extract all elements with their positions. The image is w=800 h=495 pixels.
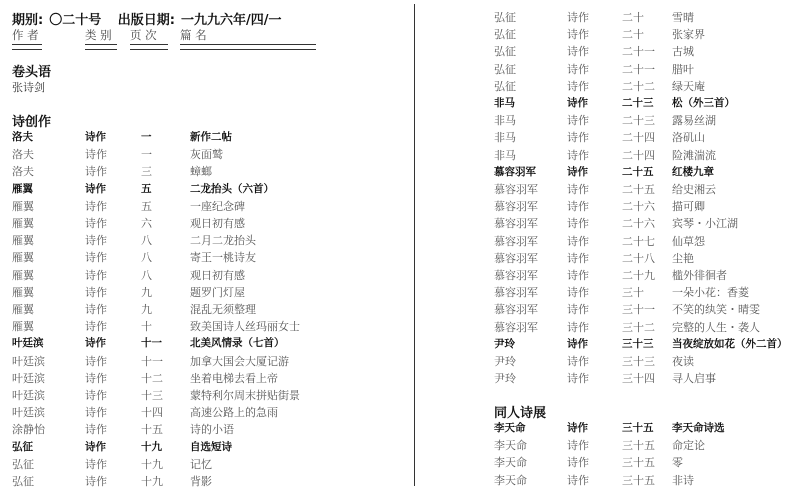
entry-category: 诗作: [567, 131, 589, 145]
entry-category: 诗作: [567, 45, 589, 59]
section-title-shichuangzuo: 诗创作: [12, 115, 52, 130]
entry-title: 灰面鹫: [190, 148, 223, 162]
entry-author: 叶廷滨: [12, 354, 45, 368]
entry-category: 诗作: [567, 183, 589, 196]
entry-title: 露易丝湖: [672, 114, 716, 128]
entry-page: 二十三: [622, 114, 655, 128]
entry-category: 诗作: [567, 269, 589, 282]
entry-title: 自选短诗: [190, 440, 232, 453]
entry-title: 非诗: [672, 473, 694, 487]
entry-page: 一: [141, 148, 152, 162]
entry-page: 三十五: [622, 422, 654, 434]
entry-title: 北美风情录（七首）: [190, 337, 285, 350]
entry-title: 仙草怨: [672, 234, 705, 248]
entry-author: 雁翼: [12, 217, 34, 230]
entry-author: 慕容羽军: [494, 183, 538, 196]
entry-page: 三十二: [622, 320, 655, 334]
entry-title: 混乱无须整理: [190, 303, 256, 316]
entry-title: 宾琴・小江湖: [672, 217, 738, 231]
entry-category: 诗作: [567, 372, 589, 386]
section-title-tongren: 同人诗展: [494, 406, 547, 421]
entry-page: 三十三: [622, 337, 654, 350]
entry-author: 尹玲: [494, 372, 516, 386]
entry-title: 险滩湍流: [672, 148, 716, 162]
entry-category: 诗作: [85, 440, 106, 453]
entry-category: 诗作: [567, 217, 589, 231]
entry-category: 诗作: [85, 268, 107, 282]
entry-title: 新作二帖: [190, 131, 232, 143]
entry-author: 尹玲: [494, 355, 516, 368]
entry-title: 尘艳: [672, 251, 694, 265]
entry-category: 诗作: [85, 165, 107, 179]
entry-category: 诗作: [567, 422, 588, 434]
entry-page: 三十五: [622, 439, 655, 453]
entry-title: 红楼九章: [672, 165, 714, 178]
entry-page: 八: [141, 268, 152, 282]
entry-author: 慕容羽军: [494, 269, 538, 282]
entry-page: 二十四: [622, 131, 655, 145]
entry-title: 命定论: [672, 439, 705, 453]
entry-category: 诗作: [567, 286, 589, 300]
entry-title: 蒙特利尔周末拼贴街景: [190, 389, 300, 402]
entry-title: 李天命诗选: [672, 422, 725, 434]
entry-author: 弘征: [494, 28, 516, 42]
entry-category: 诗作: [85, 182, 106, 195]
entry-category: 诗作: [85, 423, 107, 437]
entry-page: 二十: [622, 28, 644, 42]
entry-title: 腊叶: [672, 62, 694, 76]
entry-page: 十九: [141, 440, 162, 453]
entry-author: 叶廷滨: [12, 371, 45, 385]
entry-title: 诗的小语: [190, 423, 234, 437]
entry-page: 三十五: [622, 456, 655, 470]
entry-title: 槛外徘徊者: [672, 269, 727, 282]
entry-title: 描可卿: [672, 200, 705, 214]
entry-category: 诗作: [567, 97, 588, 109]
entry-author: 李天命: [494, 473, 527, 487]
entry-page: 三: [141, 165, 152, 179]
entry-author: 慕容羽军: [494, 251, 538, 265]
entry-author: 李天命: [494, 422, 526, 434]
entry-author: 慕容羽军: [494, 200, 538, 214]
issue-label: 期别:: [12, 13, 44, 28]
entry-author: 慕容羽军: [494, 217, 538, 231]
entry-page: 十四: [141, 406, 163, 420]
entry-author: 叶廷滨: [12, 406, 45, 420]
entry-title: 完整的人生・袭人: [672, 320, 760, 334]
entry-category: 诗作: [85, 131, 106, 143]
entry-author: 慕容羽军: [494, 320, 538, 334]
date-value: 一九九六年/四/一: [180, 13, 282, 28]
entry-title: 绿天庵: [672, 79, 705, 93]
entry-author: 慕容羽军: [494, 234, 538, 248]
entry-author: 慕容羽军: [494, 165, 536, 178]
entry-page: 一: [141, 131, 152, 143]
entry-title: 加拿大国会大厦记游: [190, 354, 289, 368]
entry-page: 八: [141, 234, 152, 248]
entry-category: 诗作: [85, 217, 107, 230]
entry-author: 雁翼: [12, 234, 34, 248]
entry-category: 诗作: [567, 320, 589, 334]
entry-page: 二十三: [622, 97, 654, 109]
entry-category: 诗作: [85, 320, 107, 334]
entry-author: 雁翼: [12, 251, 34, 265]
entry-category: 诗作: [85, 457, 107, 471]
entry-page: 二十一: [622, 62, 655, 76]
entry-category: 诗作: [567, 28, 589, 42]
entry-title: 零: [672, 456, 683, 470]
col-category-head: 类 别: [85, 28, 112, 42]
entry-title: 一朵小花：香菱: [672, 286, 749, 300]
entry-author: 非马: [494, 97, 515, 109]
entry-author: 慕容羽军: [494, 286, 538, 300]
column-divider: [414, 4, 415, 486]
entry-page: 二十六: [622, 200, 655, 214]
entry-category: 诗作: [567, 251, 589, 265]
entry-author: 洛夫: [12, 165, 34, 179]
entry-category: 诗作: [567, 439, 589, 453]
entry-category: 诗作: [567, 148, 589, 162]
entry-author: 叶廷滨: [12, 337, 44, 350]
entry-title: 不笑的纨笑・晴雯: [672, 303, 760, 317]
header-rule: [12, 44, 42, 50]
entry-category: 诗作: [85, 303, 107, 316]
entry-page: 三十四: [622, 372, 655, 386]
issue-line: [12, 9, 287, 28]
entry-page: 二十五: [622, 165, 654, 178]
entry-author: 弘征: [12, 440, 33, 453]
entry-title: 雪晴: [672, 11, 694, 24]
entry-page: 十二: [141, 371, 163, 385]
entry-category: 诗作: [85, 389, 107, 402]
entry-page: 三十三: [622, 355, 655, 368]
entry-category: 诗作: [85, 354, 107, 368]
entry-category: 诗作: [85, 285, 107, 299]
entry-title: 寄王一桃诗友: [190, 251, 256, 265]
entry-title: 夜读: [672, 355, 694, 368]
entry-category: 诗作: [85, 475, 107, 488]
entry-page: 十九: [141, 475, 163, 488]
entry-author: 弘征: [494, 62, 516, 76]
entry-author: 李天命: [494, 439, 527, 453]
entry-title: 寻人启事: [672, 372, 716, 386]
entry-category: 诗作: [567, 79, 589, 93]
entry-category: 诗作: [567, 473, 589, 487]
entry-category: 诗作: [567, 11, 589, 24]
entry-author: 尹玲: [494, 337, 515, 350]
entry-page: 五: [141, 199, 152, 213]
issue-value: 〇二十号: [49, 13, 102, 28]
entry-title: 当夜绽放如花（外二首）: [672, 337, 788, 350]
section-title-juantou: 卷头语: [12, 65, 52, 80]
entry-category: 诗作: [85, 251, 107, 265]
entry-title: 蟑螂: [190, 165, 212, 179]
entry-page: 二十二: [622, 79, 655, 93]
entry-author: 弘征: [12, 457, 34, 471]
entry-page: 三十: [622, 286, 644, 300]
date-label: 出版日期:: [117, 13, 175, 28]
entry-title: 题罗门灯屋: [190, 285, 245, 299]
header-rule: [85, 44, 117, 50]
entry-title: 张家界: [672, 28, 705, 42]
entry-author: 洛夫: [12, 148, 34, 162]
entry-category: 诗作: [567, 62, 589, 76]
entry-category: 诗作: [567, 200, 589, 214]
entry-author: 雁翼: [12, 182, 33, 195]
entry-page: 三十五: [622, 473, 655, 487]
entry-category: 诗作: [567, 114, 589, 128]
col-page-head: 页 次: [130, 28, 157, 42]
entry-author: 非马: [494, 148, 516, 162]
entry-title: 坐着电梯去看上帝: [190, 371, 278, 385]
entry-page: 九: [141, 285, 152, 299]
entry-author: 叶廷滨: [12, 389, 45, 402]
header-rule: [180, 44, 316, 50]
entry-title: 观日初有感: [190, 217, 245, 230]
entry-title: 致美国诗人丝玛丽女士: [190, 320, 300, 334]
entry-page: 二十七: [622, 234, 655, 248]
entry-category: 诗作: [567, 456, 589, 470]
entry-title: 洛矶山: [672, 131, 705, 145]
entry-title: 观日初有感: [190, 268, 245, 282]
entry-page: 三十一: [622, 303, 655, 317]
entry-category: 诗作: [567, 165, 588, 178]
entry-page: 二十八: [622, 251, 655, 265]
entry-author: 雁翼: [12, 303, 34, 316]
entry-category: 诗作: [567, 337, 588, 350]
entry-title: 松（外三首）: [672, 97, 735, 109]
entry-author: 洛夫: [12, 131, 33, 143]
entry-category: 诗作: [85, 371, 107, 385]
entry-title: 古城: [672, 45, 694, 59]
entry-category: 诗作: [85, 148, 107, 162]
entry-category: 诗作: [85, 337, 106, 350]
entry-author: 弘征: [494, 11, 516, 24]
entry-author: 雁翼: [12, 285, 34, 299]
entry-page: 五: [141, 182, 152, 195]
entry-title: 二月二龙抬头: [190, 234, 256, 248]
entry-page: 二十四: [622, 148, 655, 162]
entry-title: 背影: [190, 475, 212, 488]
entry-title: 给史湘云: [672, 183, 716, 196]
entry-page: 十三: [141, 389, 163, 402]
entry-author: 雁翼: [12, 199, 34, 213]
entry-category: 诗作: [567, 234, 589, 248]
entry-author: 雁翼: [12, 320, 34, 334]
entry-author: 李天命: [494, 456, 527, 470]
entry-category: 诗作: [85, 199, 107, 213]
entry-page: 十一: [141, 354, 163, 368]
entry-category: 诗作: [85, 406, 107, 420]
entry-page: 十五: [141, 423, 163, 437]
entry-author: 非马: [494, 131, 516, 145]
entry-author: 涂静怡: [12, 423, 45, 437]
entry-author: 弘征: [494, 45, 516, 59]
entry-page: 二十五: [622, 183, 655, 196]
entry-title: 高速公路上的急雨: [190, 406, 278, 420]
entry-page: 九: [141, 303, 152, 316]
entry-author: 雁翼: [12, 268, 34, 282]
entry-author: 弘征: [12, 475, 34, 488]
entry-category: 诗作: [567, 303, 589, 317]
col-title-head: 篇 名: [180, 28, 207, 42]
entry-page: 二十九: [622, 269, 655, 282]
entry-page: 十: [141, 320, 152, 334]
juantou-author: 张诗剑: [12, 81, 45, 94]
entry-author: 弘征: [494, 79, 516, 93]
entry-author: 慕容羽军: [494, 303, 538, 317]
entry-page: 十一: [141, 337, 162, 350]
entry-category: 诗作: [567, 355, 589, 368]
entry-page: 二十: [622, 11, 644, 24]
entry-page: 六: [141, 217, 152, 230]
entry-category: 诗作: [85, 234, 107, 248]
entry-page: 十九: [141, 457, 163, 471]
col-author-head: 作 者: [12, 28, 39, 42]
entry-title: 记忆: [190, 457, 212, 471]
entry-page: 二十六: [622, 217, 655, 231]
entry-title: 一座纪念碑: [190, 199, 245, 213]
header-rule: [130, 44, 168, 50]
entry-page: 二十一: [622, 45, 655, 59]
entry-page: 八: [141, 251, 152, 265]
entry-author: 非马: [494, 114, 516, 128]
entry-title: 二龙抬头（六首）: [190, 182, 274, 195]
